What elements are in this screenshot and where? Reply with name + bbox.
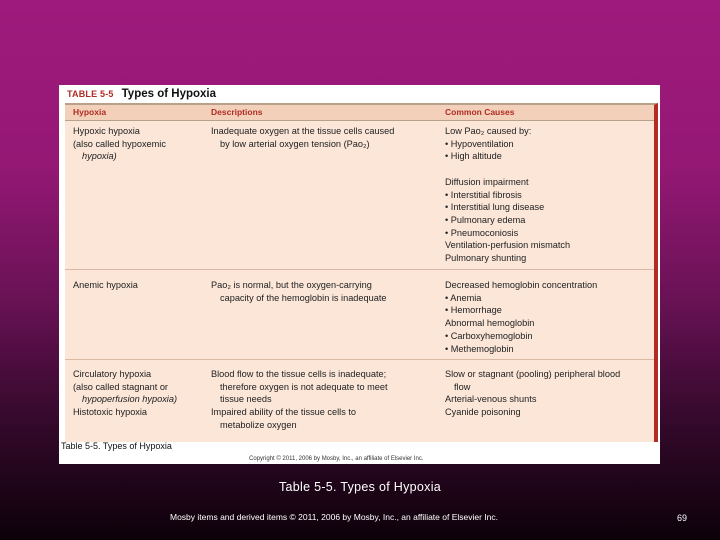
table-figure [59, 85, 660, 464]
table-row-histotoxic-causes: Cyanide poisoning [445, 407, 521, 417]
page-number: 69 [677, 513, 688, 523]
table-column-headers [65, 105, 654, 121]
column-header-descriptions: Descriptions [211, 107, 263, 117]
table-row-hypoxic-causes: Low Pao₂ caused by: • Hypoventilation • High altitude Diffusion impairment • Interstitial fibrosis • Interstitial lung disease • Pulmonary edema • Pneumoconiosis Ventilation-perfusion mismatch Pulmonary shunting [445, 126, 571, 264]
figure-copyright: Copyright © 2011, 2006 by Mosby, Inc., an affiliate of Elsevier Inc. [249, 456, 424, 462]
table-row-anemic-type: Anemic hypoxia [73, 280, 138, 290]
column-header-common-causes: Common Causes [445, 107, 515, 117]
row-divider [65, 269, 654, 270]
table-row-anemic-causes: Decreased hemoglobin concentration • Anemia • Hemorrhage Abnormal hemoglobin • Carboxyhemoglobin • Methemoglobin [445, 280, 598, 354]
table-row-histotoxic-description: Impaired ability of the tissue cells to metabolize oxygen [211, 407, 357, 430]
column-header-hypoxia: Hypoxia [73, 107, 107, 117]
table-row-hypoxic-description: Inadequate oxygen at the tissue cells caused by low arterial oxygen tension (Pao₂) [211, 126, 395, 149]
table-row-circulatory-causes: Slow or stagnant (pooling) peripheral blood flow Arterial-venous shunts [445, 369, 621, 405]
table-row-circulatory-description: Blood flow to the tissue cells is inadequate; therefore oxygen is not adequate to meet tissue needs [211, 369, 388, 405]
hypoxia-table [65, 103, 658, 442]
table-label: TABLE 5-5 [59, 89, 118, 99]
slide-title: Table 5-5. Types of Hypoxia [278, 480, 442, 494]
table-row-histotoxic-type: Histotoxic hypoxia [73, 407, 148, 417]
table-heading [59, 85, 660, 103]
slide-footer: Mosby items and derived items © 2011, 2006 by Mosby, Inc., an affiliate of Elsevier Inc. [170, 512, 499, 522]
figure-caption: Table 5-5. Types of Hypoxia [61, 441, 172, 451]
table-title: Types of Hypoxia [121, 88, 217, 100]
table-row-circulatory-type: Circulatory hypoxia (also called stagnant or hypoperfusion hypoxia) [73, 369, 177, 405]
row-divider [65, 359, 654, 360]
table-row-anemic-description: Pao₂ is normal, but the oxygen-carrying capacity of the hemoglobin is inadequate [211, 280, 387, 303]
table-row-hypoxic-type: Hypoxic hypoxia (also called hypoxemic hypoxia) [73, 126, 166, 162]
